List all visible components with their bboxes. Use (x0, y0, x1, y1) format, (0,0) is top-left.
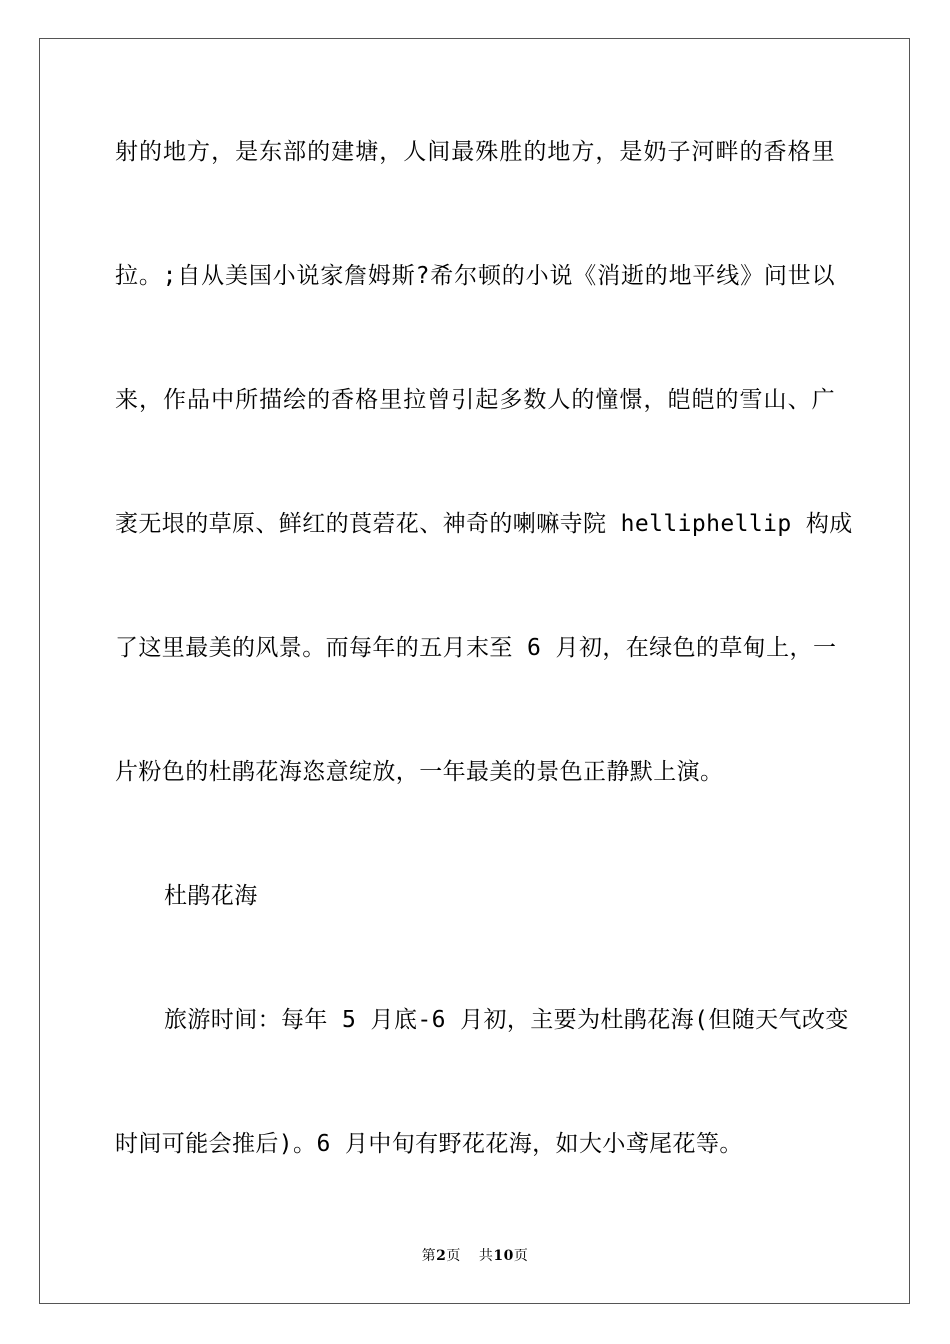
body-text-line: 来，作品中所描绘的香格里拉曾引起多数人的憧憬，皑皑的雪山、广 (115, 387, 835, 413)
total-label-suffix: 页 (513, 1248, 529, 1264)
page-number-total: 10 (493, 1248, 514, 1264)
body-text-line: 时间可能会推后)。6 月中旬有野花花海，如大小鸢尾花等。 (115, 1131, 743, 1157)
body-text-line: 射的地方，是东部的建塘，人间最殊胜的地方，是奶子河畔的香格里 (115, 139, 835, 165)
total-label-prefix: 共 (478, 1248, 494, 1264)
body-text-line: 片粉色的杜鹃花海恣意绽放，一年最美的景色正静默上演。 (115, 759, 724, 785)
page-number-current: 2 (436, 1248, 447, 1264)
page-label-prefix: 第 (421, 1248, 437, 1264)
page-footer (0, 1246, 950, 1266)
body-text-line: 袤无垠的草原、鲜红的莨菪花、神奇的喇嘛寺院 helliphellip 构成 (115, 511, 853, 537)
body-text-line: 拉。;自从美国小说家詹姆斯?希尔顿的小说《消逝的地平线》问世以 (115, 263, 835, 289)
page-label-suffix: 页 (446, 1248, 461, 1264)
body-text-line: 了这里最美的风景。而每年的五月末至 6 月初，在绿色的草甸上，一 (115, 635, 837, 661)
section-heading: 杜鹃花海 (164, 883, 258, 909)
page-frame (39, 38, 910, 1304)
body-text-line: 旅游时间：每年 5 月底-6 月初，主要为杜鹃花海(但随天气改变 (164, 1007, 849, 1033)
